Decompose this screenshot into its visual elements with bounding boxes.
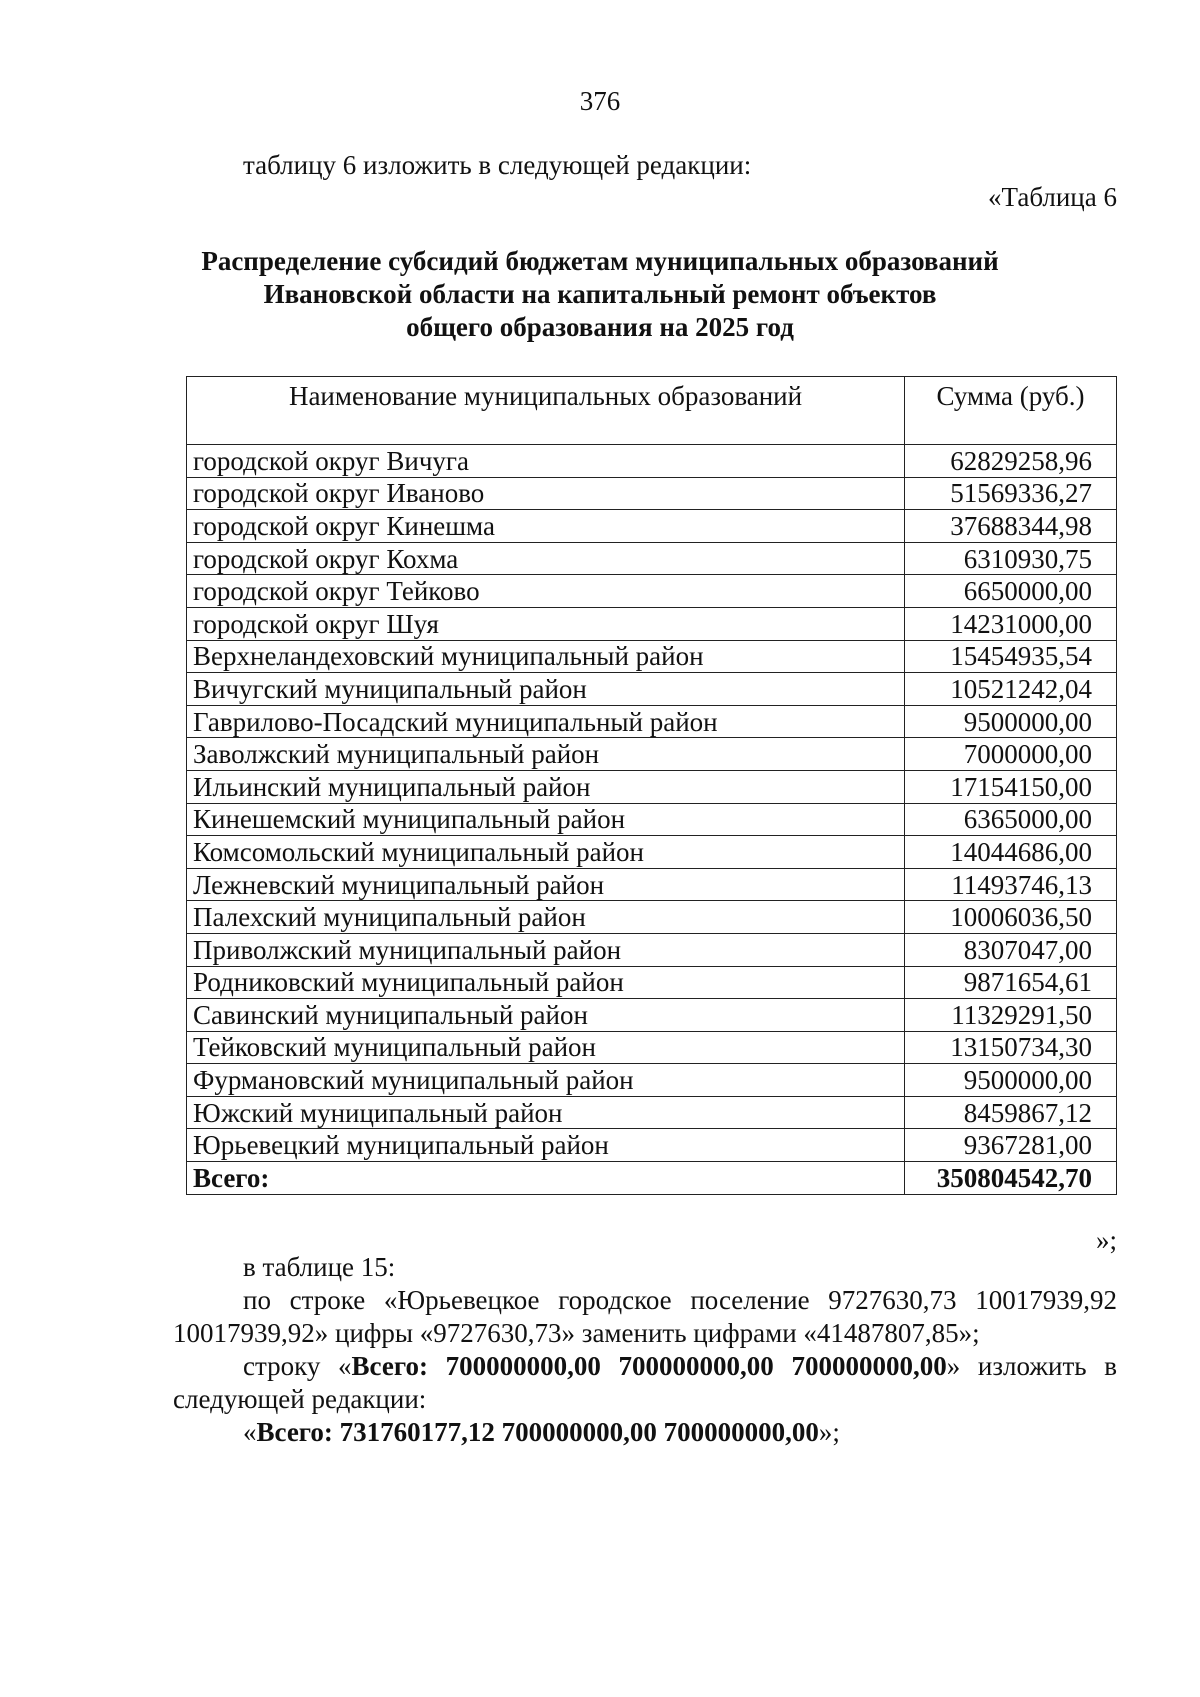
page-number: 376 [579, 86, 621, 116]
table-row [187, 445, 1117, 478]
municipality-name: городской округ Кинешма [187, 510, 905, 543]
total-amount: 350804542,70 [905, 1162, 1117, 1195]
municipality-name: Южский муниципальный район [187, 1096, 905, 1129]
subsidy-amount: 9500000,00 [905, 1064, 1117, 1097]
table-row [187, 770, 1117, 803]
table-row [187, 510, 1117, 543]
header-amount: Сумма (руб.) [905, 377, 1117, 445]
subsidy-amount: 11329291,50 [905, 999, 1117, 1032]
table-row [187, 868, 1117, 901]
subsidy-amount: 9367281,00 [905, 1129, 1117, 1162]
subsidy-amount: 11493746,13 [905, 868, 1117, 901]
table-row [187, 1064, 1117, 1097]
table-reference: «Таблица 6 [988, 182, 1117, 212]
municipality-name: Тейковский муниципальный район [187, 1031, 905, 1064]
p3-prefix: « [243, 1417, 257, 1447]
p2-suffix: » изложить в следующей редакции: [173, 1351, 1118, 1414]
municipality-name: Юрьевецкий муниципальный район [187, 1129, 905, 1162]
municipality-name: Савинский муниципальный район [187, 999, 905, 1032]
table-row [187, 836, 1117, 869]
table-row [187, 738, 1117, 771]
subsidy-amount: 17154150,00 [905, 770, 1117, 803]
municipality-name: городской округ Вичуга [187, 445, 905, 478]
subsidy-amount: 9871654,61 [905, 966, 1117, 999]
municipality-name: Палехский муниципальный район [187, 901, 905, 934]
municipality-name: Фурмановский муниципальный район [187, 1064, 905, 1097]
intro-text: таблицу 6 изложить в следующей редакции: [243, 150, 752, 180]
table-row [187, 999, 1117, 1032]
municipality-name: Верхнеландеховский муниципальный район [187, 640, 905, 673]
table-body [187, 445, 1117, 1162]
table-title [0, 245, 1200, 344]
subsidy-amount: 6310930,75 [905, 542, 1117, 575]
header-municipality: Наименование муниципальных образований [187, 377, 905, 445]
title-line-1: Распределение субсидий бюджетам муниципальных образований [201, 246, 999, 276]
subsidy-amount: 13150734,30 [905, 1031, 1117, 1064]
subsidy-amount: 14044686,00 [905, 836, 1117, 869]
municipality-name: городской округ Кохма [187, 542, 905, 575]
p2-bold-total: Всего: 700000000,00 700000000,00 700000000,00 [351, 1351, 947, 1381]
municipality-name: Ильинский муниципальный район [187, 770, 905, 803]
subsidy-amount: 14231000,00 [905, 607, 1117, 640]
subsidy-amount: 8459867,12 [905, 1096, 1117, 1129]
table-row [187, 542, 1117, 575]
table15-paragraph-1: по строке «Юрьевецкое городское поселение 9727630,73 10017939,92 10017939,92» цифры «9727630,73» заменить цифрами «41487807,85»; [173, 1285, 1117, 1348]
subsidy-amount: 10521242,04 [905, 673, 1117, 706]
table-row [187, 1129, 1117, 1162]
p2-prefix: строку « [243, 1351, 352, 1381]
subsidy-amount: 37688344,98 [905, 510, 1117, 543]
table15-heading: в таблице 15: [243, 1252, 396, 1282]
table-row [187, 640, 1117, 673]
total-row [187, 1162, 1117, 1195]
subsidy-amount: 62829258,96 [905, 445, 1117, 478]
table-row [187, 1096, 1117, 1129]
subsidy-amount: 8307047,00 [905, 933, 1117, 966]
table-header-row [187, 377, 1117, 445]
subsidy-amount: 10006036,50 [905, 901, 1117, 934]
subsidy-amount: 6650000,00 [905, 575, 1117, 608]
p3-suffix: »; [818, 1417, 840, 1447]
table-row [187, 673, 1117, 706]
municipality-name: Вичугский муниципальный район [187, 673, 905, 706]
title-line-2: Ивановской области на капитальный ремонт объектов [263, 279, 937, 309]
municipality-name: Комсомольский муниципальный район [187, 836, 905, 869]
table-row [187, 477, 1117, 510]
municipality-name: Приволжский муниципальный район [187, 933, 905, 966]
table-row [187, 575, 1117, 608]
table-row [187, 933, 1117, 966]
municipality-name: Гаврилово-Посадский муниципальный район [187, 705, 905, 738]
table15-paragraph-3 [173, 1416, 1117, 1449]
table-row [187, 803, 1117, 836]
total-label: Всего: [187, 1162, 905, 1195]
subsidies-table [186, 376, 1117, 1195]
table15-paragraph-2 [173, 1350, 1117, 1416]
municipality-name: городской округ Иваново [187, 477, 905, 510]
table-row [187, 607, 1117, 640]
subsidy-amount: 9500000,00 [905, 705, 1117, 738]
table-row [187, 705, 1117, 738]
title-line-3: общего образования на 2025 год [406, 312, 794, 342]
table-row [187, 1031, 1117, 1064]
subsidy-amount: 6365000,00 [905, 803, 1117, 836]
subsidy-amount: 15454935,54 [905, 640, 1117, 673]
table-row [187, 966, 1117, 999]
municipality-name: Лежневский муниципальный район [187, 868, 905, 901]
table-row [187, 901, 1117, 934]
municipality-name: Кинешемский муниципальный район [187, 803, 905, 836]
subsidy-amount: 7000000,00 [905, 738, 1117, 771]
municipality-name: городской округ Шуя [187, 607, 905, 640]
subsidy-amount: 51569336,27 [905, 477, 1117, 510]
municipality-name: городской округ Тейково [187, 575, 905, 608]
municipality-name: Родниковский муниципальный район [187, 966, 905, 999]
p3-bold-total: Всего: 731760177,12 700000000,00 700000000,00 [256, 1417, 819, 1447]
closing-quote: »; [1095, 1225, 1117, 1255]
municipality-name: Заволжский муниципальный район [187, 738, 905, 771]
